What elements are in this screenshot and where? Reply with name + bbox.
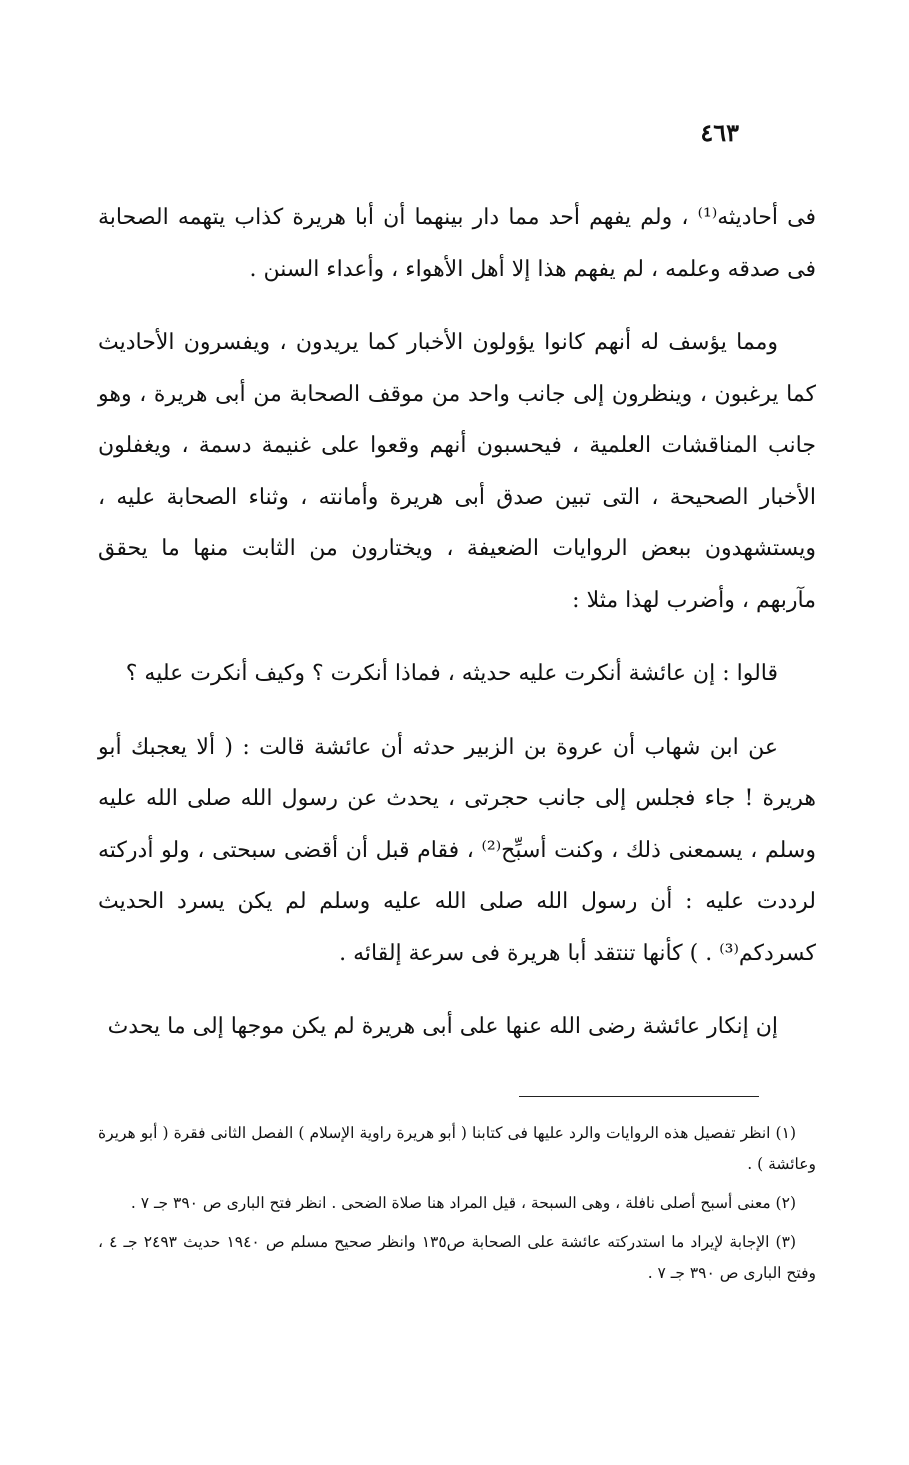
paragraph-4: عن ابن شهاب أن عروة بن الزبير حدثه أن عائشة قالت : ( ألا يعجبك أبو هريرة ! جاء فجلس إلى جانب حجرتى ، يحدث عن رسول الله صلى الله عليه وسلم ، يسمعنى ذلك ، وكنت أسبِّح⁽²⁾ ، فقام قبل أن أقضى سبحتى ، ولو أدركته لرددت عليه : أن رسول الله صلى الله عليه وسلم لم يكن يسرد الحديث كسردكم⁽³⁾ . ) كأنها تنتقد أبا هريرة فى سرعة إلقائه . <box>98 734 816 966</box>
footnotes <box>98 1118 816 1297</box>
main-text <box>98 192 816 1053</box>
footnote-divider <box>519 1096 759 1097</box>
footnote-2: (٢) معنى أسبح أصلى نافلة ، وهى السبحة ، قيل المراد هنا صلاة الضحى . انظر فتح البارى ص ٣٩٠ جـ ٧ . <box>130 1194 796 1212</box>
paragraph-2: ومما يؤسف له أنهم كانوا يؤولون الأخبار كما يريدون ، ويفسرون الأحاديث كما يرغبون ، وينظرون إلى جانب واحد من موقف الصحابة من أبى هريرة ، وهو جانب المناقشات العلمية ، فيحسبون أنهم وقعوا على غنيمة دسمة ، ويغفلون الأخبار الصحيحة ، التى تبين صدق أبى هريرة وأمانته ، وثناء الصحابة عليه ، ويستشهدون ببعض الروايات الضعيفة ، ويختارون من الثابت منها ما يحقق مآربهم ، وأضرب لهذا مثلا : <box>98 330 816 613</box>
footnote-3: (٣) الإجابة لإيراد ما استدركته عائشة على الصحابة ص١٣٥ وانظر صحيح مسلم ص ١٩٤٠ حديث ٢٤٩٣ جـ ٤ ، وفتح البارى ص ٣٩٠ جـ ٧ . <box>98 1233 816 1282</box>
footnote-1: (١) انظر تفصيل هذه الروايات والرد عليها فى كتابنا ( أبو هريرة راوية الإسلام ) الفصل الثانى فقرة ( أبو هريرة وعائشة ) . <box>98 1124 816 1173</box>
page-number: ٤٦٣ <box>700 118 739 147</box>
paragraph-5: إن إنكار عائشة رضى الله عنها على أبى هريرة لم يكن موجها إلى ما يحدث <box>107 1014 778 1039</box>
paragraph-1: فى أحاديثه⁽¹⁾ ، ولم يفهم أحد مما دار بينهما أن أبا هريرة كذاب يتهمه الصحابة فى صدقه وعلمه ، لم يفهم هذا إلا أهل الأهواء ، وأعداء السنن . <box>98 205 816 282</box>
paragraph-3: قالوا : إن عائشة أنكرت عليه حديثه ، فماذا أنكرت ؟ وكيف أنكرت عليه ؟ <box>125 661 778 686</box>
